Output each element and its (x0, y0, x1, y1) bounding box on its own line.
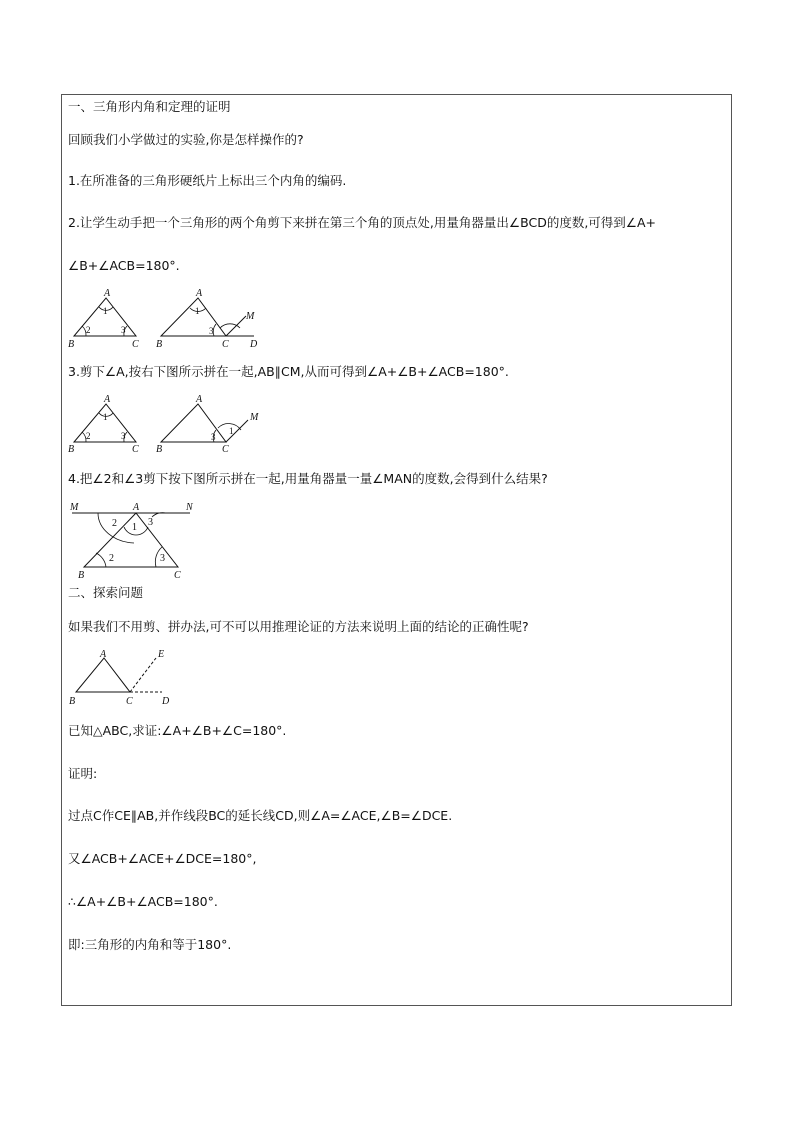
step1-text: 1.在所准备的三角形硬纸片上标出三个内角的编码. (68, 173, 347, 188)
svg-text:B: B (69, 696, 76, 707)
step2-text-cont: ∠B+∠ACB=180°. (68, 258, 180, 273)
svg-text:B: B (68, 339, 75, 350)
step3-text: 3.剪下∠A,按右下图所示拼在一起,AB∥CM,从而可得到∠A+∠B+∠ACB=180°. (68, 364, 509, 379)
svg-text:M: M (246, 311, 255, 322)
svg-text:1: 1 (132, 522, 137, 533)
svg-text:3: 3 (121, 431, 126, 441)
svg-text:C: C (222, 339, 229, 350)
svg-text:C: C (132, 339, 139, 350)
svg-text:3: 3 (211, 432, 216, 442)
svg-text:N: N (186, 502, 193, 513)
question-text: 如果我们不用剪、拼办法,可不可以用推理论证的方法来说明上面的结论的正确性呢? (68, 619, 529, 634)
svg-text:1: 1 (229, 426, 234, 436)
svg-text:B: B (78, 570, 85, 581)
step4-text: 4.把∠2和∠3剪下按下图所示拼在一起,用量角器量一量∠MAN的度数,会得到什么结果? (68, 471, 548, 486)
svg-text:3: 3 (209, 326, 214, 336)
svg-text:B: B (156, 339, 163, 350)
step2-text: 2.让学生动手把一个三角形的两个角剪下来拼在第三个角的顶点处,用量角器量出∠BCD的度数,可得到∠A+ (68, 215, 657, 230)
proof-label: 证明: (68, 766, 98, 781)
figure-step3 (66, 394, 276, 454)
figure-proof (66, 648, 186, 708)
svg-text:1: 1 (103, 306, 108, 316)
section2-heading: 二、探索问题 (68, 585, 144, 600)
proof-line-1: 过点C作CE∥AB,并作线段BC的延长线CD,则∠A=∠ACE,∠B=∠DCE. (68, 808, 453, 823)
svg-text:E: E (158, 649, 165, 660)
figure-step2 (66, 286, 276, 350)
triangle-right-2 (156, 394, 259, 454)
svg-text:M: M (250, 412, 259, 423)
svg-text:B: B (156, 444, 163, 454)
svg-text:A: A (104, 394, 111, 405)
conclusion-text: 即:三角形的内角和等于180°. (68, 937, 232, 952)
section1-heading: 一、三角形内角和定理的证明 (68, 99, 231, 114)
svg-text:2: 2 (109, 553, 114, 564)
proof-line-3: ∴∠A+∠B+∠ACB=180°. (68, 894, 218, 909)
given-text: 已知△ABC,求证:∠A+∠B+∠C=180°. (68, 723, 287, 738)
svg-text:2: 2 (86, 431, 91, 441)
svg-text:A: A (133, 502, 140, 513)
svg-text:3: 3 (160, 553, 165, 564)
svg-text:1: 1 (195, 306, 200, 316)
svg-text:2: 2 (112, 518, 117, 529)
triangle-left (68, 288, 139, 350)
svg-text:A: A (196, 394, 203, 405)
proof-line-2: 又∠ACB+∠ACE+∠DCE=180°, (68, 851, 257, 866)
svg-text:2: 2 (86, 325, 91, 335)
svg-text:3: 3 (148, 517, 153, 528)
svg-text:1: 1 (103, 412, 108, 422)
svg-text:A: A (100, 649, 107, 660)
svg-text:D: D (162, 696, 170, 707)
svg-text:D: D (250, 339, 258, 350)
triangle-left-2 (68, 394, 139, 454)
svg-text:C: C (222, 444, 229, 454)
svg-text:B: B (68, 444, 75, 454)
svg-text:M: M (70, 502, 79, 513)
svg-text:A: A (104, 288, 111, 299)
triangle-right (156, 288, 258, 350)
figure-step4 (66, 499, 206, 583)
svg-text:C: C (126, 696, 133, 707)
svg-text:C: C (174, 570, 181, 581)
svg-text:3: 3 (121, 325, 126, 335)
intro-text: 回顾我们小学做过的实验,你是怎样操作的? (68, 132, 304, 147)
svg-text:A: A (196, 288, 203, 299)
svg-text:C: C (132, 444, 139, 454)
